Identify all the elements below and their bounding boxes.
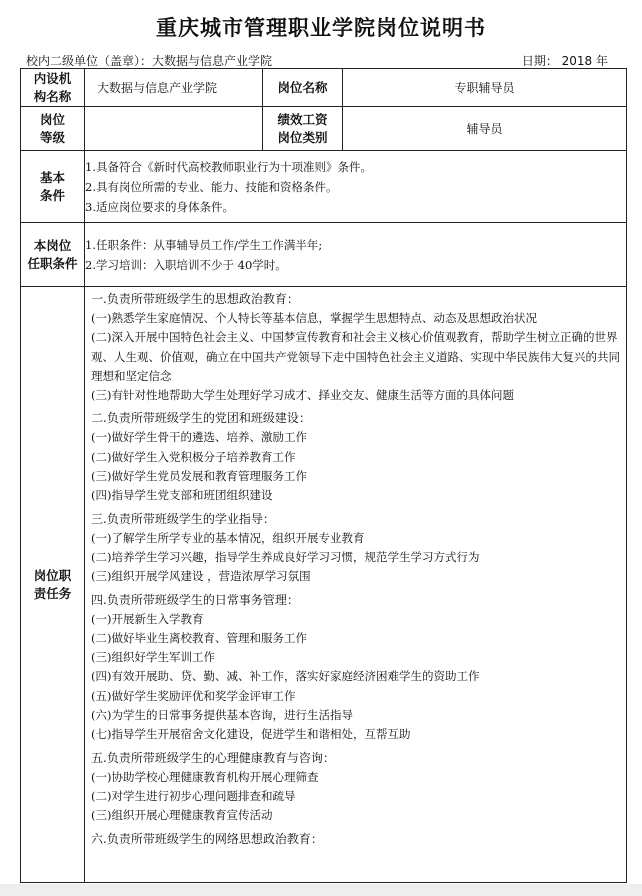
duty-item: (一)熟悉学生家庭情况、个人特长等基本信息，掌握学生思想特点、动态及思想政治状况 (91, 311, 537, 325)
duty-section-heading: 六.负责所带班级学生的网络思想政治教育： (91, 831, 323, 846)
section-gap (91, 849, 620, 852)
post-name-value: 专职辅导员 (343, 69, 627, 107)
duty-item: (三)组织好学生军训工作 (91, 650, 215, 665)
basic-conditions-label: 基本 条件 (21, 151, 85, 223)
duty-item: (七)指导学生开展宿舍文化建设，促进学生和谐相处，互帮互助 (91, 727, 411, 742)
list-item: 1.具备符合《新时代高校教师职业行为十项准则》条件。 (85, 159, 372, 174)
duty-item: (五)做好学生奖励评优和奖学金评审工作 (91, 688, 296, 703)
duty-item: (三)有针对性地帮助大学生处理好学习成才、择业交友、健康生活等方面的具体问题 (91, 388, 514, 403)
salary-category-value: 辅导员 (343, 107, 627, 151)
row-duties (21, 287, 627, 883)
duties-label: 岗位职 责任务 (21, 287, 85, 883)
duty-item: (二)对学生进行初步心理问题排查和疏导 (91, 788, 296, 803)
duty-section-heading: 五.负责所带班级学生的心理健康教育与咨询： (91, 750, 335, 765)
post-level-value (85, 107, 263, 151)
duty-item: (一)开展新生入学教育 (91, 611, 204, 626)
duty-item: (三)组织开展学风建设 ，营造浓厚学习氛围 (91, 569, 311, 584)
duty-item: (一)做好学生骨干的遴选、培养、激励工作 (91, 430, 307, 445)
salary-category-label: 绩效工资 岗位类别 (263, 107, 343, 151)
dept-label: 内设机 构名称 (21, 69, 85, 107)
list-item: 2.学习培训：入职培训不少于 40学时。 (85, 257, 287, 272)
job-description-table (20, 68, 627, 883)
duty-section-heading: 一.负责所带班级学生的思想政治教育： (91, 292, 299, 306)
list-item: 2.具有岗位所需的专业、能力、技能和资格条件。 (85, 179, 338, 194)
unit-label: 校内二级单位（盖章）：大数据与信息产业学院 (26, 54, 273, 68)
duty-item: (六)为学生的日常事务提供基本咨询，进行生活指导 (91, 708, 353, 723)
duty-section-heading: 二.负责所带班级学生的党团和班级建设： (91, 411, 311, 426)
row-department (21, 69, 627, 107)
post-level-label: 岗位 等级 (21, 107, 85, 151)
duties-cell (85, 287, 627, 883)
qualifications-list (85, 223, 627, 287)
duties-content (85, 287, 626, 881)
basic-conditions-list (85, 151, 627, 223)
dept-value: 大数据与信息产业学院 (85, 69, 263, 107)
duty-section-heading: 四.负责所带班级学生的日常事务管理： (91, 592, 299, 607)
duty-item: (二)做好学生入党积极分子培养教育工作 (91, 449, 296, 464)
duty-item: (一)了解学生所学专业的基本情况，组织开展专业教育 (91, 530, 365, 545)
qualifications-label: 本岗位 任职条件 (21, 223, 85, 287)
row-qualifications (21, 223, 627, 287)
post-name-label: 岗位名称 (263, 69, 343, 107)
duty-item: (四)有效开展助、贷、勤、减、补工作，落实好家庭经济困难学生的资助工作 (91, 669, 480, 684)
list-item: 1.任职条件：从事辅导员工作/学生工作满半年; (85, 237, 323, 252)
row-basic-conditions (21, 151, 627, 223)
duty-item: (三)组织开展心理健康教育宣传活动 (91, 808, 273, 823)
duty-item: (三)做好学生党员发展和教育管理服务工作 (91, 469, 307, 484)
duty-item: (二)做好毕业生离校教育、管理和服务工作 (91, 630, 307, 645)
row-post-level (21, 107, 627, 151)
duty-item: (二)深入开展中国特色社会主义、中国梦宣传教育和社会主义核心价值观教育，帮助学生树立正确的世界观、人生观、价值观，确立在中国共产党领导下走中国特色社会主义道路、实现中华民族伟大复兴的共同理想和坚定信念 (91, 330, 620, 383)
duty-item: (二)培养学生学习兴趣，指导学生养成良好学习习惯，规范学生学习方式行为 (91, 549, 480, 564)
viewer-bottom-strip (0, 884, 642, 896)
duty-section-heading: 三.负责所带班级学生的学业指导： (91, 511, 275, 526)
list-item: 3.适应岗位要求的身体条件。 (85, 199, 234, 214)
duty-item: (四)指导学生党支部和班团组织建设 (91, 488, 273, 503)
date-label: 日期： 2018 年 (521, 54, 608, 68)
document-title: 重庆城市管理职业学院岗位说明书 (156, 15, 486, 40)
duty-item: (一)协助学校心理健康教育机构开展心理筛查 (91, 769, 319, 784)
